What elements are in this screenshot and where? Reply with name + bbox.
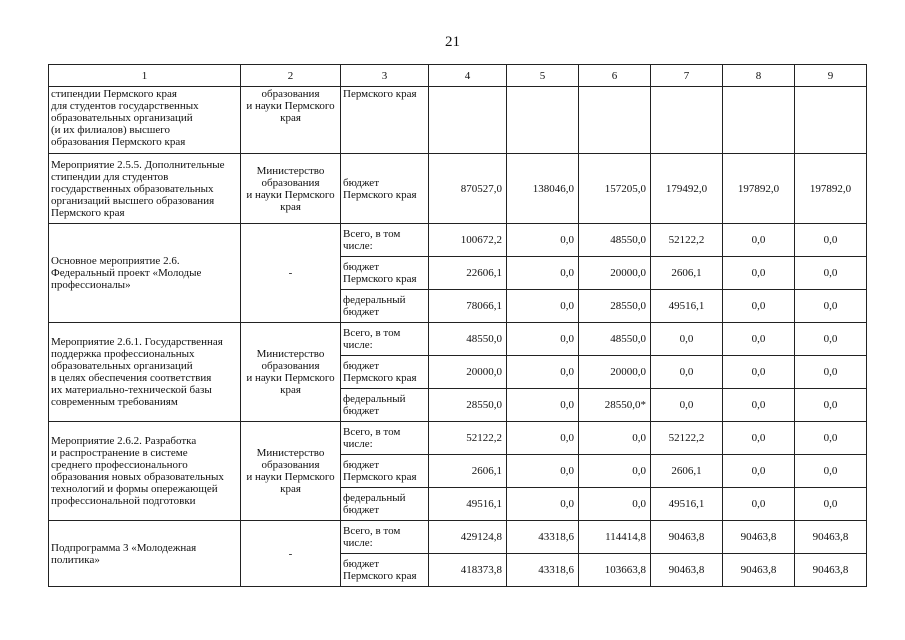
header-col-3: 3 [341, 65, 429, 87]
table-row [49, 154, 867, 224]
amount-cell: 0,0 [507, 488, 579, 521]
amount-cell: 0,0 [723, 257, 795, 290]
amount-cell: 0,0 [795, 356, 867, 389]
amount-cell: 2606,1 [429, 455, 507, 488]
funding-source-cell: Всего, в том числе: [341, 521, 429, 554]
executor-cell: образования и науки Пермского края [241, 87, 341, 154]
amount-cell: 90463,8 [723, 521, 795, 554]
amount-cell: 0,0 [723, 389, 795, 422]
measure-name-cell [49, 323, 241, 422]
amount-cell [429, 87, 507, 154]
header-col-9: 9 [795, 65, 867, 87]
amount-cell: 103663,8 [579, 554, 651, 587]
amount-cell: 0,0 [723, 422, 795, 455]
amount-cell: 49516,1 [651, 488, 723, 521]
page-number: 21 [445, 34, 460, 50]
amount-cell: 418373,8 [429, 554, 507, 587]
amount-cell: 870527,0 [429, 154, 507, 224]
amount-cell: 0,0 [507, 356, 579, 389]
amount-cell: 52122,2 [651, 422, 723, 455]
funding-source-cell: Всего, в том числе: [341, 422, 429, 455]
amount-cell: 0,0 [723, 323, 795, 356]
executor-cell: - [241, 224, 341, 323]
amount-cell: 197892,0 [723, 154, 795, 224]
measure-name-cell [49, 87, 241, 154]
header-col-8: 8 [723, 65, 795, 87]
amount-cell: 0,0 [507, 257, 579, 290]
measure-name: Подпрограмма 3 «Молодежная политика» [51, 541, 197, 566]
header-col-6: 6 [579, 65, 651, 87]
amount-cell: 0,0 [795, 488, 867, 521]
measure-name: Мероприятие 2.5.5. Дополнительные стипендии для студентов государственных образовательных организаций высшего образования Пермского края [51, 158, 225, 219]
executor-cell: Министерство образования и науки Пермского края [241, 323, 341, 422]
table-row [49, 323, 867, 356]
amount-cell: 90463,8 [651, 521, 723, 554]
amount-cell: 0,0 [507, 455, 579, 488]
table-row [49, 422, 867, 455]
amount-cell: 0,0 [795, 389, 867, 422]
amount-cell: 48550,0 [579, 323, 651, 356]
amount-cell: 28550,0 [429, 389, 507, 422]
funding-source-cell: Пермского края [341, 87, 429, 154]
amount-cell: 0,0 [651, 389, 723, 422]
amount-cell: 0,0 [651, 323, 723, 356]
executor-cell: Министерство образования и науки Пермского края [241, 422, 341, 521]
amount-cell: 49516,1 [651, 290, 723, 323]
measure-name-cell [49, 422, 241, 521]
amount-cell: 0,0 [723, 356, 795, 389]
funding-source-cell: бюджет Пермского края [341, 257, 429, 290]
measure-name: Основное мероприятие 2.6. Федеральный проект «Молодые профессионалы» [51, 255, 202, 291]
funding-source-cell: федеральный бюджет [341, 290, 429, 323]
amount-cell: 90463,8 [795, 521, 867, 554]
amount-cell: 0,0 [507, 224, 579, 257]
funding-source-cell: Всего, в том числе: [341, 224, 429, 257]
amount-cell: 0,0 [795, 290, 867, 323]
amount-cell: 138046,0 [507, 154, 579, 224]
amount-cell [651, 87, 723, 154]
amount-cell: 179492,0 [651, 154, 723, 224]
header-col-1: 1 [49, 65, 241, 87]
funding-source-cell: бюджет Пермского края [341, 455, 429, 488]
amount-cell: 197892,0 [795, 154, 867, 224]
executor-cell: Министерство образования и науки Пермского края [241, 154, 341, 224]
amount-cell: 0,0 [795, 323, 867, 356]
amount-cell: 28550,0* [579, 389, 651, 422]
amount-cell: 0,0 [651, 356, 723, 389]
amount-cell: 2606,1 [651, 455, 723, 488]
budget-table [48, 64, 867, 587]
measure-name-cell [49, 224, 241, 323]
header-col-7: 7 [651, 65, 723, 87]
amount-cell: 48550,0 [429, 323, 507, 356]
funding-source-cell: бюджет Пермского края [341, 554, 429, 587]
measure-name: стипендии Пермского края для студентов государственных образовательных организаций (и их филиалов) высшего образования Пермского края [51, 88, 199, 148]
funding-source-cell: федеральный бюджет [341, 389, 429, 422]
amount-cell: 114414,8 [579, 521, 651, 554]
amount-cell: 0,0 [507, 323, 579, 356]
amount-cell: 0,0 [795, 257, 867, 290]
amount-cell: 43318,6 [507, 521, 579, 554]
amount-cell: 20000,0 [579, 356, 651, 389]
amount-cell: 0,0 [795, 455, 867, 488]
amount-cell: 100672,2 [429, 224, 507, 257]
amount-cell: 0,0 [507, 389, 579, 422]
funding-source-cell: федеральный бюджет [341, 488, 429, 521]
funding-source-cell: бюджет Пермского края [341, 356, 429, 389]
amount-cell: 0,0 [579, 422, 651, 455]
amount-cell [579, 87, 651, 154]
amount-cell: 90463,8 [795, 554, 867, 587]
amount-cell: 43318,6 [507, 554, 579, 587]
measure-name-cell [49, 521, 241, 587]
amount-cell: 52122,2 [429, 422, 507, 455]
amount-cell: 0,0 [723, 224, 795, 257]
amount-cell: 90463,8 [723, 554, 795, 587]
amount-cell [723, 87, 795, 154]
amount-cell: 90463,8 [651, 554, 723, 587]
amount-cell: 0,0 [507, 290, 579, 323]
amount-cell: 22606,1 [429, 257, 507, 290]
amount-cell: 52122,2 [651, 224, 723, 257]
funding-source-cell: Всего, в том числе: [341, 323, 429, 356]
amount-cell: 0,0 [723, 488, 795, 521]
header-col-2: 2 [241, 65, 341, 87]
amount-cell: 0,0 [507, 422, 579, 455]
header-col-4: 4 [429, 65, 507, 87]
executor-cell: - [241, 521, 341, 587]
measure-name-cell [49, 154, 241, 224]
amount-cell: 429124,8 [429, 521, 507, 554]
amount-cell: 0,0 [795, 224, 867, 257]
header-row [49, 65, 867, 87]
amount-cell: 49516,1 [429, 488, 507, 521]
amount-cell: 0,0 [579, 488, 651, 521]
amount-cell: 0,0 [579, 455, 651, 488]
amount-cell: 0,0 [723, 290, 795, 323]
funding-source-cell: бюджет Пермского края [341, 154, 429, 224]
amount-cell: 2606,1 [651, 257, 723, 290]
table-row [49, 224, 867, 257]
header-col-5: 5 [507, 65, 579, 87]
amount-cell: 28550,0 [579, 290, 651, 323]
amount-cell: 48550,0 [579, 224, 651, 257]
amount-cell: 20000,0 [429, 356, 507, 389]
amount-cell: 0,0 [723, 455, 795, 488]
measure-name: Мероприятие 2.6.2. Разработка и распространение в системе среднего профессионального образования новых образовательных технологий и формы опережающей профессиональной подготовки [51, 435, 224, 507]
amount-cell: 157205,0 [579, 154, 651, 224]
amount-cell: 78066,1 [429, 290, 507, 323]
amount-cell: 0,0 [795, 422, 867, 455]
table-row [49, 87, 867, 154]
table-row [49, 521, 867, 554]
amount-cell [507, 87, 579, 154]
amount-cell [795, 87, 867, 154]
amount-cell: 20000,0 [579, 257, 651, 290]
measure-name: Мероприятие 2.6.1. Государственная поддержка профессиональных образовательных организаций в целях обеспечения соответствия их материально-технической базы современным требованиям [51, 336, 223, 408]
